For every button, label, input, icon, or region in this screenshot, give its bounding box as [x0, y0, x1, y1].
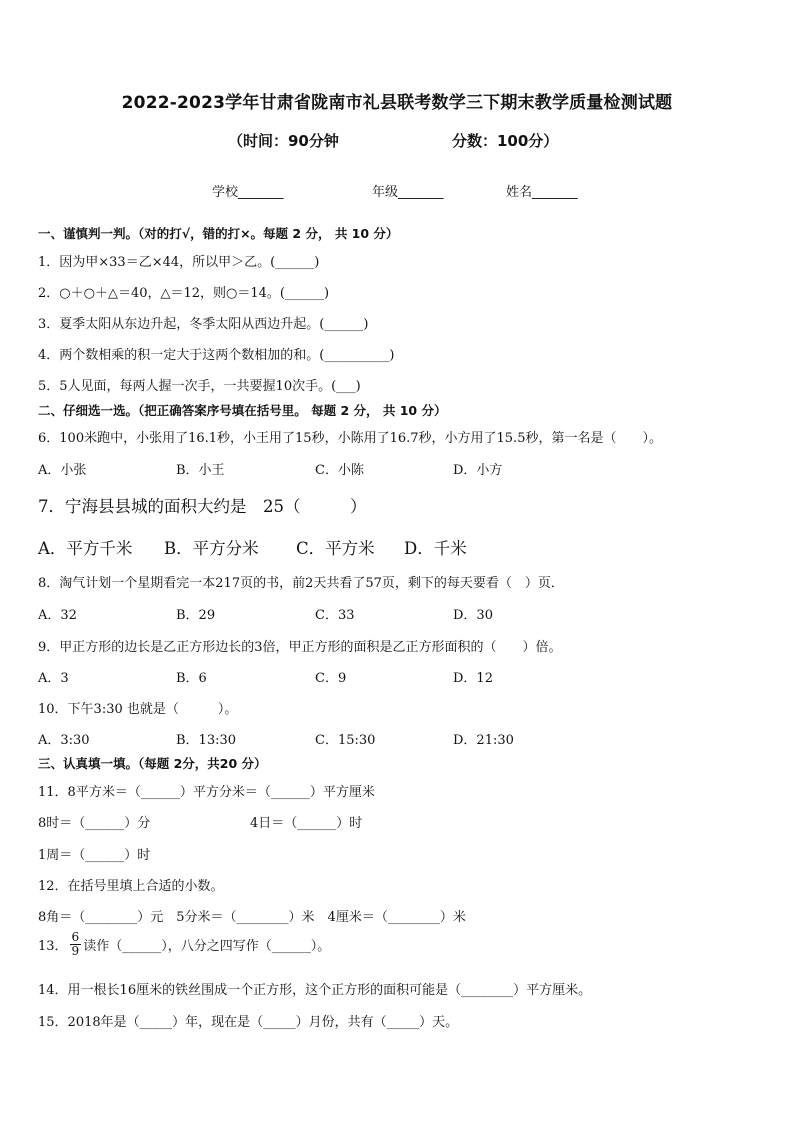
q8-option-a: A．32: [38, 608, 77, 623]
q8-option-c: C．33: [315, 608, 355, 623]
question-12: 12．在括号里填上合适的小数。: [38, 879, 224, 894]
q6-option-a: A．小张: [38, 463, 87, 478]
question-11-b: 8时＝（______）分: [38, 816, 151, 831]
question-3: 3．夏季太阳从东边升起，冬季太阳从西边升起。(______): [38, 317, 369, 332]
q6-option-b: B．小王: [176, 463, 225, 478]
question-7: 7．宁海县县城的面积大约是 25（ ）: [38, 497, 367, 516]
q10-option-c: C．15:30: [315, 733, 376, 748]
question-11-a: 11．8平方米＝（______）平方分米＝（______）平方厘米: [38, 785, 375, 800]
page-title: 2022-2023学年甘肃省陇南市礼县联考数学三下期末教学质量检测试题: [121, 93, 673, 113]
q9-option-a: A．3: [38, 671, 69, 686]
q6-option-d: D．小方: [453, 463, 503, 478]
question-1: 1．因为甲×33＝乙×44，所以甲＞乙。(______): [38, 255, 320, 270]
q9-option-d: D．12: [453, 671, 493, 686]
q7-option-b: B．平方分米: [164, 539, 259, 558]
section-1-heading: 一、谨慎判一判。（对的打√，错的打×。每题 2 分， 共 10 分）: [38, 226, 399, 241]
section-3-heading: 三、认真填一填。（每题 2分，共20 分）: [38, 756, 267, 771]
q8-option-d: D．30: [453, 608, 493, 623]
exam-time: （时间：90分钟: [228, 132, 339, 150]
q13-suffix: 读作（______），八分之四写作（______）。: [83, 939, 331, 954]
q13-fraction: [70, 931, 82, 958]
question-9: 9．甲正方形的边长是乙正方形边长的3倍，甲正方形的面积是乙正方形面积的（ ）倍。: [38, 640, 562, 655]
question-14: 14．用一根长16厘米的铁丝围成一个正方形，这个正方形的面积可能是（________）平方厘米。: [38, 983, 592, 998]
q10-option-b: B．13:30: [176, 733, 237, 748]
question-15: 15．2018年是（_____）年，现在是（_____）月份，共有（_____）天。: [38, 1015, 459, 1030]
school-field: 学校_______: [212, 185, 284, 200]
question-5: 5．5人见面，每两人握一次手，一共要握10次手。(___): [38, 379, 361, 394]
grade-field: 年级_______: [372, 185, 444, 200]
q13-prefix: 13．: [38, 939, 68, 954]
question-11-d: 1周＝（______）时: [38, 848, 151, 863]
q13-numerator: 6: [71, 930, 80, 944]
question-13: [38, 931, 330, 958]
section-2-heading: 二、仔细选一选。（把正确答案序号填在括号里。 每题 2 分， 共 10 分）: [38, 403, 447, 418]
q7-option-c: C．平方米: [296, 539, 375, 558]
question-10: 10．下午3:30 也就是（ ）。: [38, 702, 238, 717]
q10-option-d: D．21:30: [453, 733, 514, 748]
q7-option-a: A．平方千米: [38, 539, 133, 558]
q9-option-c: C．9: [315, 671, 347, 686]
q7-option-d: D．千米: [404, 539, 467, 558]
q9-option-b: B．6: [176, 671, 207, 686]
question-8: 8．淘气计划一个星期看完一本217页的书，前2天共看了57页，剩下的每天要看（ ）页．: [38, 576, 564, 591]
name-field: 姓名_______: [506, 185, 578, 200]
q10-option-a: A．3:30: [38, 733, 90, 748]
question-4: 4．两个数相乘的积一定大于这两个数相加的和。(__________): [38, 348, 395, 363]
exam-score: 分数：100分）: [452, 132, 559, 150]
question-2: 2．○＋○＋△＝40，△＝12，则○＝14。(______): [38, 286, 330, 301]
q8-option-b: B．29: [176, 608, 216, 623]
question-11-c: 4日＝（______）时: [250, 816, 363, 831]
question-12-blanks: 8角＝（________）元 5分米＝（________）米 4厘米＝（________）米: [38, 910, 466, 925]
q6-option-c: C．小陈: [315, 463, 364, 478]
question-6: 6．100米跑中，小张用了16.1秒，小王用了15秒，小陈用了16.7秒，小方用了15.5秒，第一名是（ ）。: [38, 431, 662, 446]
q13-denominator: 9: [71, 944, 80, 958]
